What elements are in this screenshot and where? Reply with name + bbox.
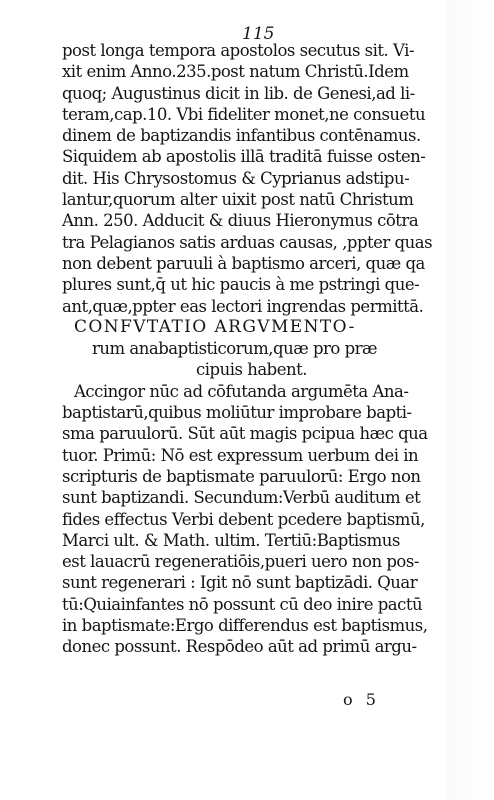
text-line: tuor. Primū: Nō est expressum uerbum dei in: [62, 445, 419, 465]
text-line: quoq; Augustinus dicit in lib. de Genesi,ad li-: [62, 83, 415, 103]
text-line: sunt regenerari : Igit nō sunt baptizādi. Quar: [62, 573, 418, 593]
text-line: lantur,quorum alter uixit post natū Christum: [62, 190, 414, 210]
text-line: fides effectus Verbi debent pcedere baptismū,: [62, 509, 425, 529]
paragraph-first-line: Accingor nūc ad cōfutanda argumēta Ana-: [74, 381, 409, 401]
text-line: non debent paruuli à baptismo arceri, quæ qa: [62, 253, 425, 273]
section-heading: CONFVTATIO ARGVMENTO-: [74, 316, 356, 337]
text-line: tra Pelagianos satis arduas causas, ,ppter quas: [62, 232, 433, 252]
page-edge-shadow: [447, 0, 494, 800]
text-line: donec possunt. Respōdeo aūt ad primū argu-: [62, 637, 417, 657]
text-line: Marci ult. & Math. ultim. Tertiū:Baptismus: [62, 530, 400, 550]
section-heading-line-3: cipuis habent.: [196, 360, 307, 380]
text-line: teram,cap.10. Vbi fideliter monet,ne consuetu: [62, 104, 426, 124]
text-line: post longa tempora apostolos secutus sit. Vi-: [62, 41, 415, 60]
text-line: scripturis de baptismate paruulorū: Ergo non: [62, 466, 421, 486]
signature-mark: o 5: [343, 690, 380, 709]
text-line: plures sunt,q̄ ut hic paucis à me pstringi que-: [62, 275, 420, 295]
section-heading-line-2: rum anabaptisticorum,quæ pro præ: [92, 339, 378, 359]
page-text-block: [62, 40, 450, 658]
page-number: 115: [242, 24, 275, 44]
text-line: Ann. 250. Adducit & diuus Hieronymus cōtra: [62, 211, 419, 231]
text-line: tū:Quiainfantes nō possunt cū deo inire pactū: [62, 594, 423, 614]
text-line: ant,quæ,ppter eas lectori ingrendas permittā.: [62, 296, 424, 316]
text-line: est lauacrū regeneratiōis,pueri uero non pos-: [62, 552, 419, 572]
text-line: sunt baptizandi. Secundum:Verbū auditum et: [62, 488, 421, 508]
text-line: xit enim Anno.235.post natum Christū.Idem: [62, 62, 409, 82]
text-line: dit. His Chrysostomus & Cyprianus adstipu-: [62, 168, 410, 188]
text-line: in baptismate:Ergo differendus est baptismus,: [62, 616, 428, 636]
text-line: sma paruulorū. Sūt aūt magis pcipua hæc qua: [62, 424, 428, 444]
text-line: Siquidem ab apostolis illā traditā fuisse osten-: [62, 147, 426, 167]
text-line: baptistarū,quibus moliūtur improbare bapti-: [62, 403, 412, 423]
text-line: dinem de baptizandis infantibus contēnamus.: [62, 126, 421, 146]
